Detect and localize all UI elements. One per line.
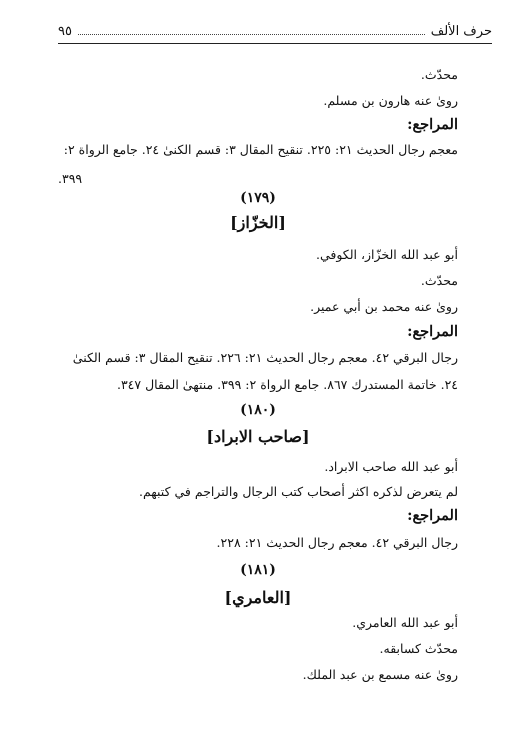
entry-180-line-1: أبو عبد الله صاحب الابراد. bbox=[324, 459, 458, 474]
entry-179-line-3: روىٰ عنه محمد بن أبي عمير. bbox=[310, 299, 458, 314]
entry-179-references-line-1: رجال البرقي ٤٢. معجم رجال الحديث ٢١: ٢٢٦. تنقيح المقال ٣: قسم الكنىٰ bbox=[72, 350, 458, 365]
entry-181-line-3: روىٰ عنه مسمع بن عبد الملك. bbox=[302, 667, 458, 682]
page-number: ٩٥ bbox=[58, 23, 72, 39]
entry-178-line-1: محدّث. bbox=[420, 67, 458, 82]
entry-178-references-heading: المراجع: bbox=[407, 116, 458, 133]
header-section-title: حرف الألف bbox=[430, 23, 492, 39]
entry-180-number: (١٨٠) bbox=[240, 402, 276, 418]
entry-181-title: [العامري] bbox=[224, 588, 292, 607]
header-rule bbox=[58, 43, 492, 44]
entry-179-references-line-2: ٢٤. خاتمة المستدرك ٨٦٧. جامع الرواة ٢: ٣٩٩. منتهىٰ المقال ٣٤٧. bbox=[116, 377, 458, 392]
entry-179-title: [الخزّاز] bbox=[230, 213, 286, 232]
running-header bbox=[58, 20, 492, 42]
entry-179-references-heading: المراجع: bbox=[407, 323, 458, 340]
entry-178-references-line-1: معجم رجال الحديث ٢١: ٢٢٥. تنقيح المقال ٣: قسم الكنىٰ ٢٤. جامع الرواة ٢: bbox=[63, 142, 458, 157]
entry-178-line-2: روىٰ عنه هارون بن مسلم. bbox=[323, 93, 458, 108]
entry-179-number: (١٧٩) bbox=[240, 190, 276, 206]
entry-180-title: [صاحب الابراد] bbox=[206, 427, 310, 446]
entry-179-line-2: محدّث. bbox=[420, 273, 458, 288]
entry-180-line-2: لم يتعرض لذكره اكثر أصحاب كتب الرجال والتراجم في كتبهم. bbox=[138, 484, 458, 499]
entry-178-references-line-2-text: ٣٩٩. bbox=[58, 171, 83, 186]
entry-181-number: (١٨١) bbox=[240, 562, 276, 578]
entry-180-references-line-1: رجال البرقي ٤٢. معجم رجال الحديث ٢١: ٢٢٨. bbox=[216, 535, 458, 550]
entry-181-line-2: محدّث كسابقه. bbox=[379, 641, 458, 656]
entry-181-line-1: أبو عبد الله العامري. bbox=[352, 615, 458, 630]
entry-179-line-1: أبو عبد الله الخزّاز، الكوفي. bbox=[315, 247, 458, 262]
entry-180-references-heading: المراجع: bbox=[407, 507, 458, 524]
header-dot-leader bbox=[78, 33, 425, 35]
